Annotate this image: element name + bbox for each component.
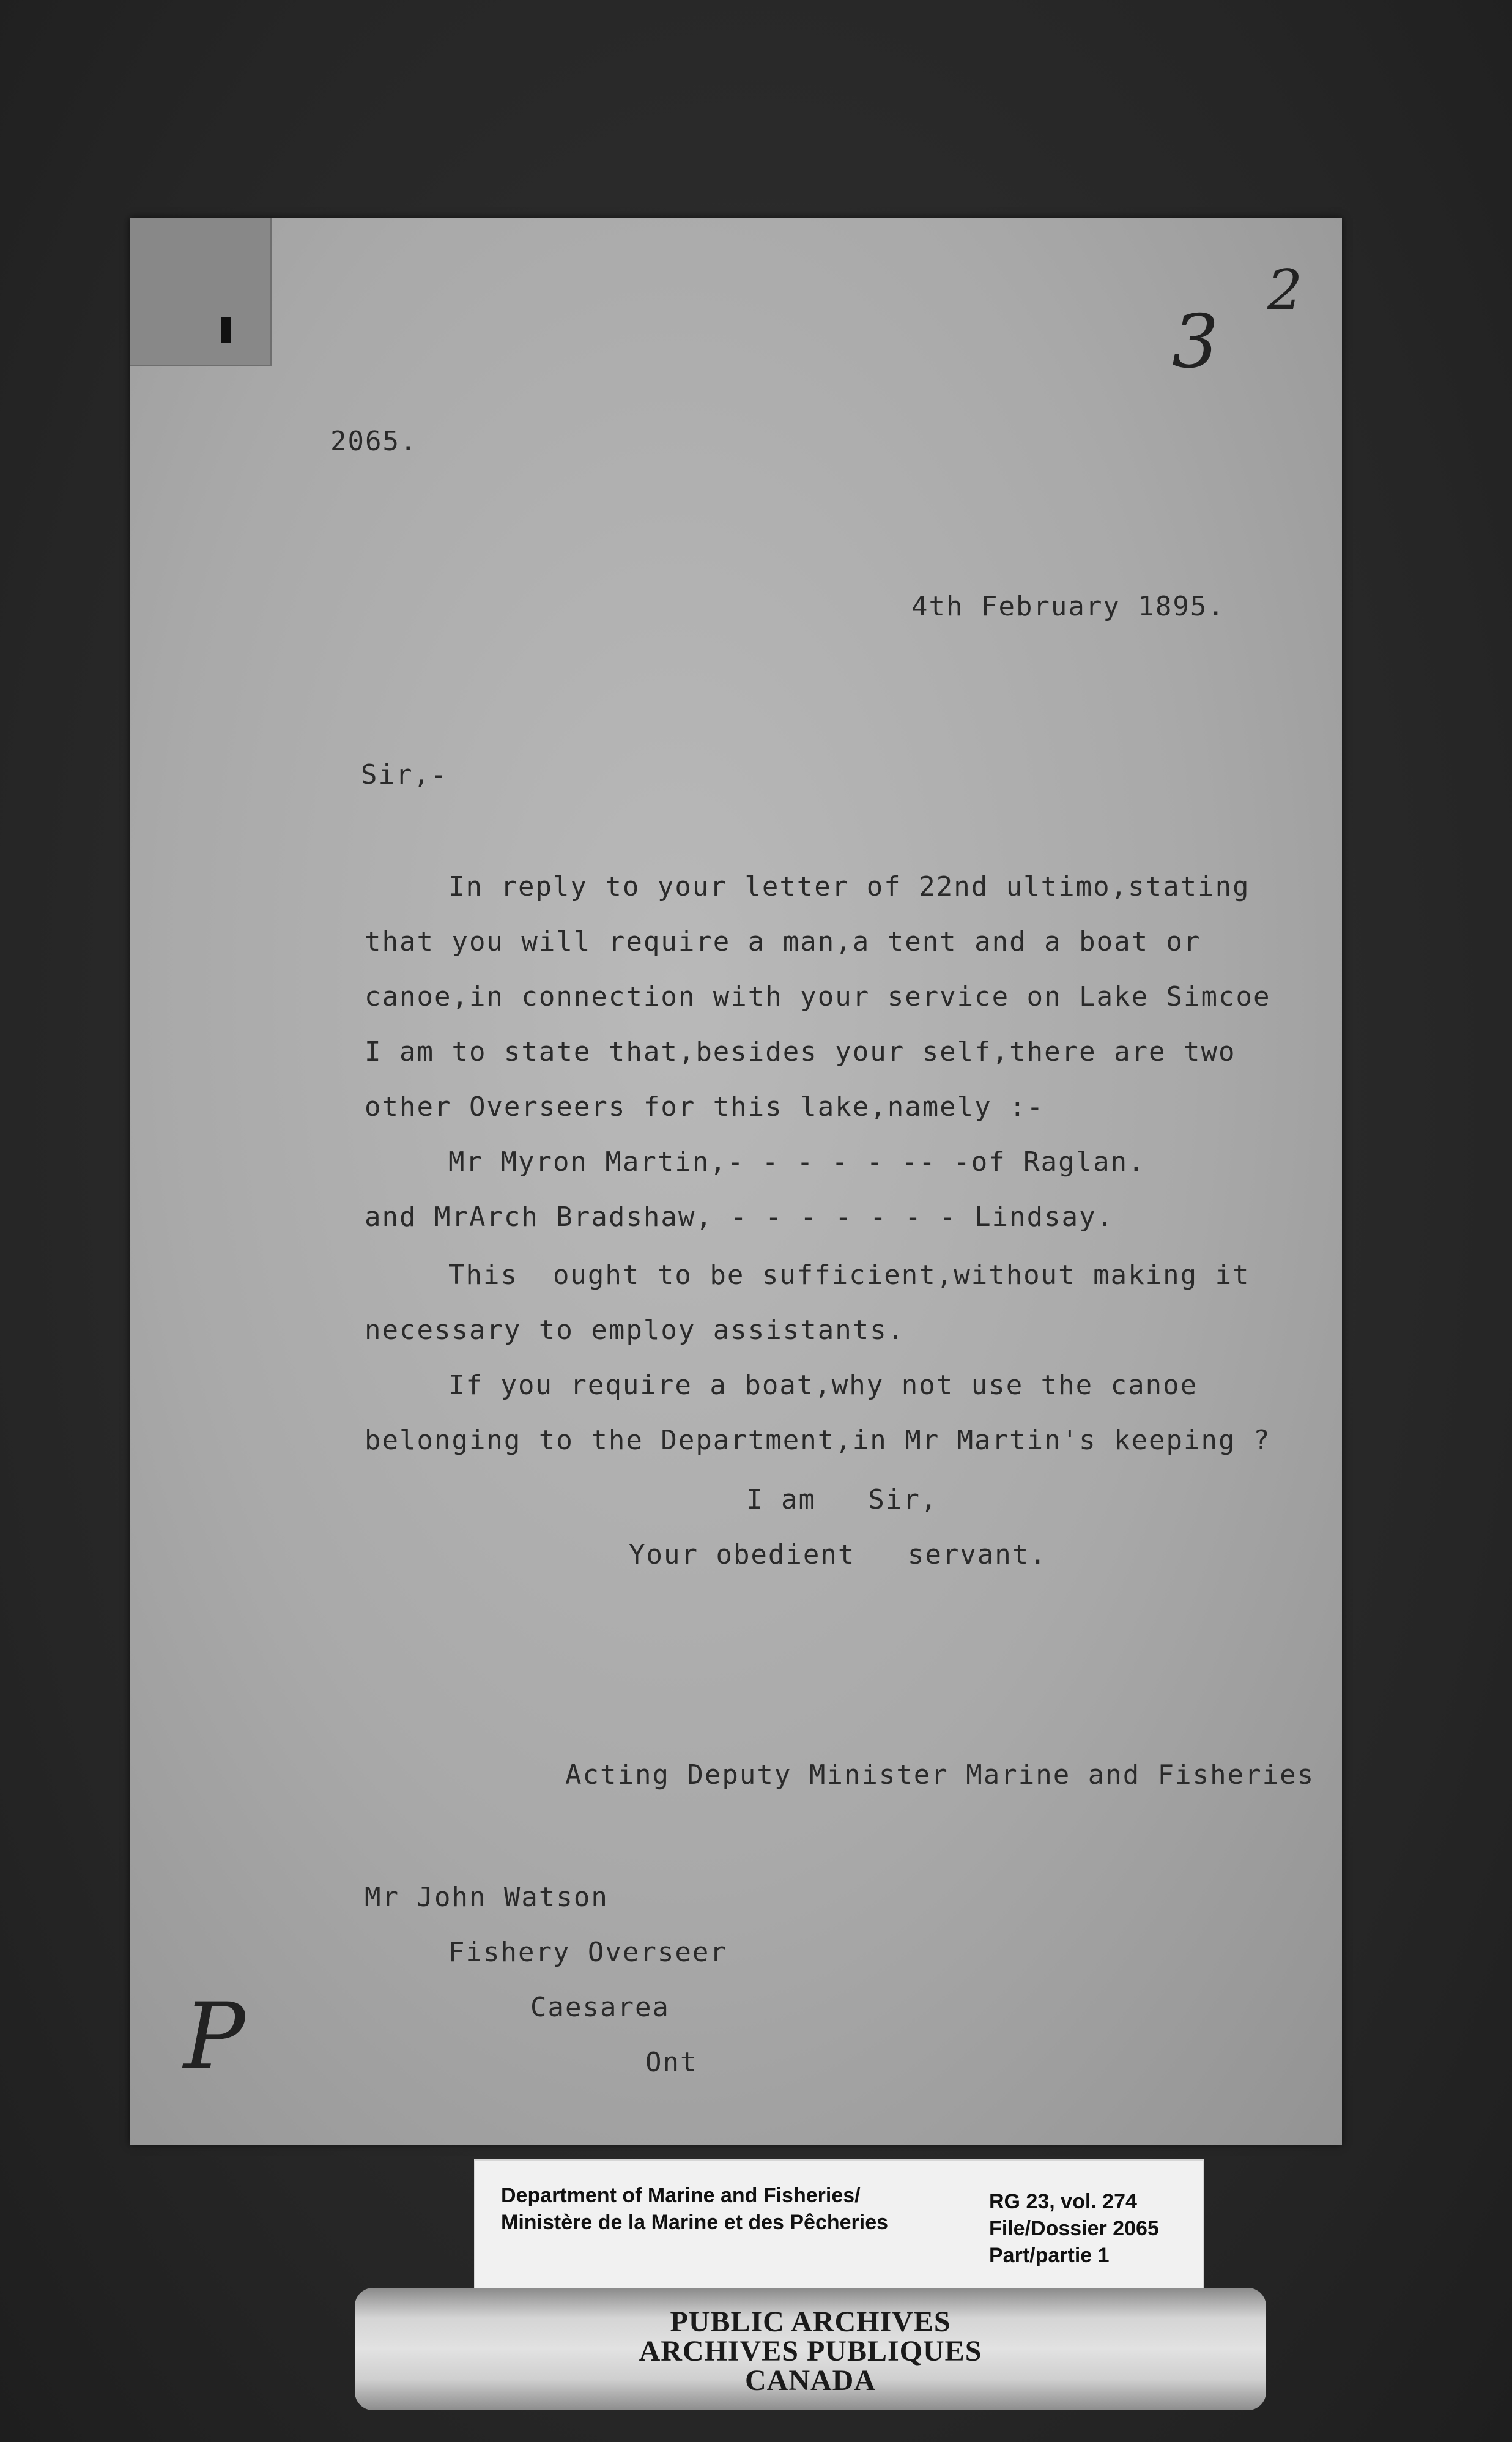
handwritten-page-number: 3 bbox=[1172, 300, 1219, 385]
archive-label bbox=[474, 2159, 1204, 2296]
body-line: Mr Myron Martin,- - - - - -- -of Raglan. bbox=[448, 1146, 1146, 1178]
body-line: and MrArch Bradshaw, - - - - - - - Lindsay. bbox=[365, 1201, 1114, 1233]
signature-title: Acting Deputy Minister Marine and Fisheries bbox=[565, 1759, 1315, 1791]
body-line: other Overseers for this lake,namely :- bbox=[365, 1091, 1045, 1123]
letter-sheet bbox=[130, 218, 1342, 2145]
body-line: that you will require a man,a tent and a boat or bbox=[365, 926, 1201, 957]
body-line: belonging to the Department,in Mr Martin's keeping ? bbox=[365, 1425, 1271, 1456]
body-line: necessary to employ assistants. bbox=[365, 1315, 905, 1346]
body-line: If you require a boat,why not use the canoe bbox=[448, 1370, 1198, 1401]
handwritten-initial: P bbox=[183, 1984, 245, 2090]
body-line: I am to state that,besides your self,there are two bbox=[365, 1036, 1236, 1067]
salutation: Sir,- bbox=[361, 759, 448, 790]
letter-date: 4th February 1895. bbox=[911, 591, 1225, 622]
stamp-line: ARCHIVES PUBLIQUES bbox=[639, 2335, 982, 2367]
address-line: Mr John Watson bbox=[365, 1882, 609, 1913]
label-record-group: RG 23, vol. 274 bbox=[989, 2190, 1137, 2213]
archive-stamp bbox=[355, 2288, 1266, 2410]
handwritten-corner-mark: 2 bbox=[1267, 258, 1303, 322]
body-line: canoe,in connection with your service on Lake Simcoe bbox=[365, 981, 1271, 1012]
address-line: Ont bbox=[645, 2047, 698, 2078]
address-line: Caesarea bbox=[530, 1992, 670, 2023]
label-department-en: Department of Marine and Fisheries/ bbox=[501, 2184, 861, 2207]
label-file: File/Dossier 2065 bbox=[989, 2217, 1159, 2240]
label-part: Part/partie 1 bbox=[989, 2244, 1110, 2267]
corner-mark bbox=[221, 317, 231, 343]
address-line: Fishery Overseer bbox=[448, 1937, 727, 1968]
closing-line: Your obedient servant. bbox=[629, 1539, 1047, 1570]
closing-line: I am Sir, bbox=[746, 1484, 938, 1515]
body-line: This ought to be sufficient,without making it bbox=[448, 1260, 1250, 1291]
label-department-fr: Ministère de la Marine et des Pêcheries bbox=[501, 2211, 889, 2234]
stamp-line: PUBLIC ARCHIVES bbox=[670, 2306, 951, 2338]
file-number: 2065. bbox=[330, 426, 418, 457]
body-line: In reply to your letter of 22nd ultimo,stating bbox=[448, 871, 1250, 902]
corner-tab bbox=[130, 218, 272, 366]
stamp-line: CANADA bbox=[745, 2364, 876, 2397]
